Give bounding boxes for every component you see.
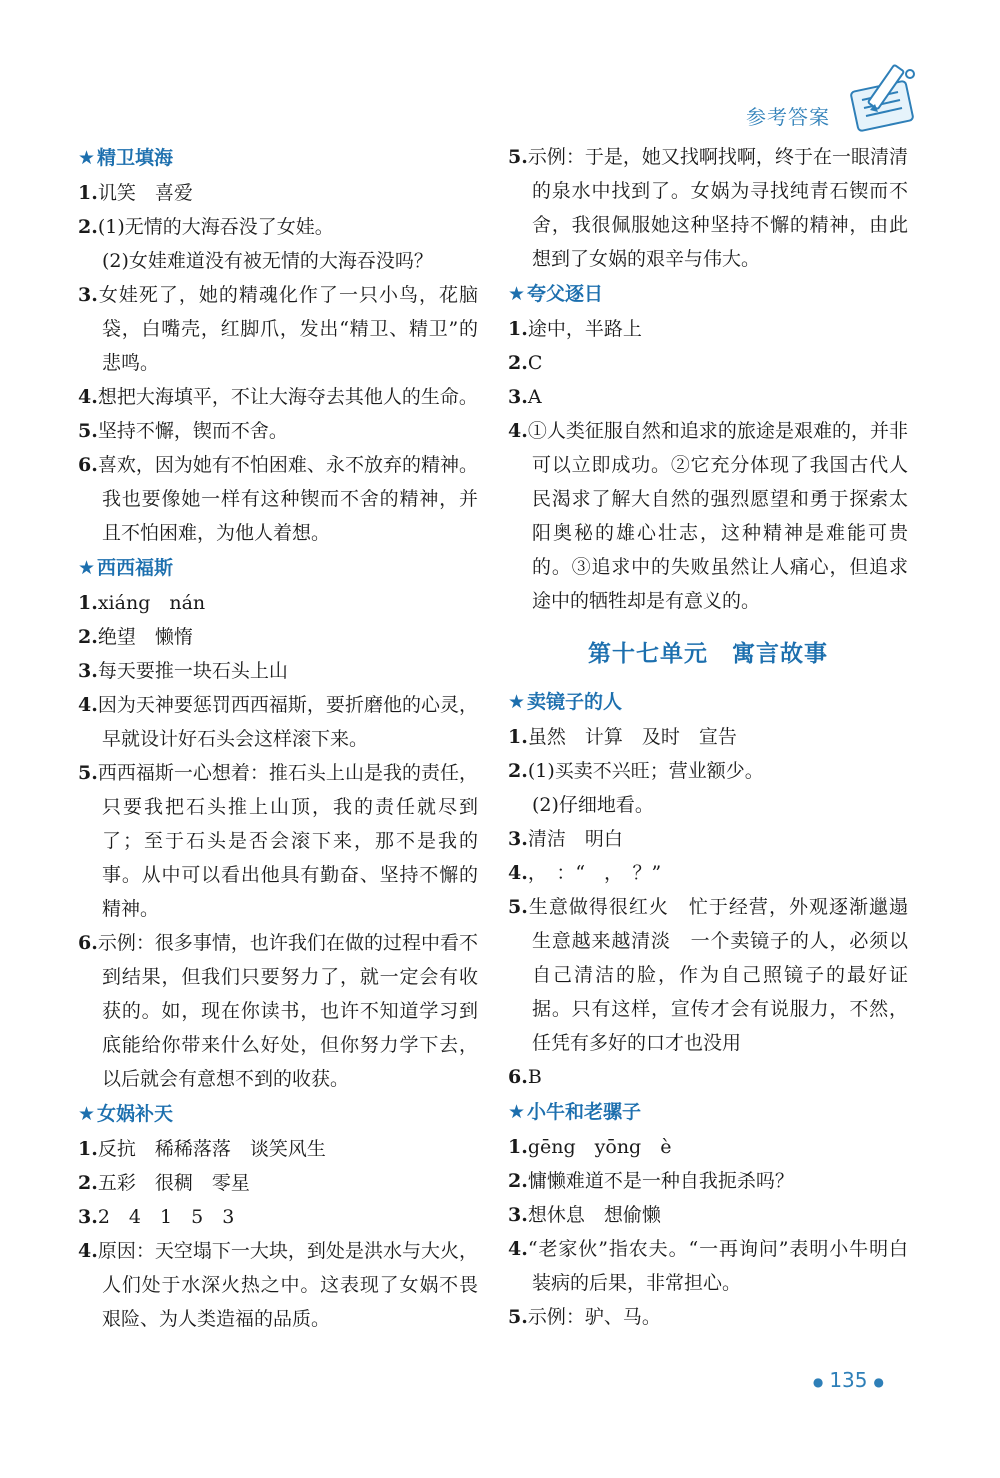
section-title: ★ 卖镜子的人 <box>508 691 623 713</box>
answer-item: 1.反抗 稀稀落落 谈笑风生 <box>78 1138 326 1160</box>
answer-item: 5.示例：于是，她又找啊找啊，终于在一眼清清的泉水中找到了。女娲为寻找纯青石锲而不舍，我很佩服她这种坚持不懈的精神，由此想到了女娲的艰辛与伟大。 <box>508 146 908 270</box>
header-title: 参考答案 <box>746 104 830 129</box>
answer-item: 5.生意做得很红火 忙于经营，外观逐渐邋遢 生意越来越清淡 一个卖镜子的人，必须以自己清洁的脸，作为自己照镜子的最好证据。只有这样，宣传才会有说服力，不然，任凭有多好的口才也没用 <box>508 896 928 1054</box>
answer-item: 5.坚持不懈，锲而不舍。 <box>78 420 288 442</box>
answer-item: 1.途中，半路上 <box>508 318 642 340</box>
answer-item: 2.五彩 很稠 零星 <box>78 1172 250 1194</box>
answer-item: 3.女娃死了，她的精魂化作了一只小鸟，花脑袋，白嘴壳，红脚爪，发出“精卫、精卫”的悲鸣。 <box>78 284 478 374</box>
star-icon: ★ <box>508 1101 526 1123</box>
answer-item: 4.原因：天空塌下一大块，到处是洪水与大火，人们处于水深火热之中。这表现了女娲不畏艰险、为人类造福的品质。 <box>78 1240 478 1330</box>
right-column <box>508 140 928 1334</box>
answer-item: 4.， ：“ ， ？” <box>508 862 662 884</box>
answer-item: 6.示例：很多事情，也许我们在做的过程中看不到结果，但我们只要努力了，就一定会有收获的。如，现在你读书，也许不知道学习到底能给你带来什么好处，但你努力学下去，以后就会有意想不到的收获。 <box>78 932 478 1090</box>
answer-item: 2.(1)买卖不兴旺；营业额少。 <box>508 760 764 782</box>
answer-item: 6.喜欢，因为她有不怕困难、永不放弃的精神。我也要像她一样有这种锲而不舍的精神，并且不怕困难，为他人着想。 <box>78 454 478 544</box>
star-icon: ★ <box>508 283 526 305</box>
answer-item: 4.①人类征服自然和追求的旅途是艰难的，并非可以立即成功。②它充分体现了我国古代人民渴求了解大自然的强烈愿望和勇于探索太阳奥秘的雄心壮志，这种精神是难能可贵的。③追求中的失败虽然让人痛心，但追求途中的牺牲却是有意义的。 <box>508 420 908 612</box>
dot-icon: ● <box>873 1374 884 1389</box>
answer-item: 6.B <box>508 1066 542 1088</box>
section-title: ★ 西西福斯 <box>78 557 174 579</box>
left-column <box>78 140 478 1336</box>
answer-item: 4.因为天神要惩罚西西福斯，要折磨他的心灵，早就设计好石头会这样滚下来。 <box>78 694 478 750</box>
answer-subitem: (2)仔细地看。 <box>532 794 654 816</box>
star-icon: ★ <box>78 147 96 169</box>
answer-item: 2.(1)无情的大海吞没了女娃。 <box>78 216 334 238</box>
answer-item: 3.2 4 1 5 3 <box>78 1206 235 1228</box>
star-icon: ★ <box>78 557 96 579</box>
answer-item: 2.慵懒难道不是一种自我扼杀吗？ <box>508 1170 794 1192</box>
answer-item: 3.每天要推一块石头上山 <box>78 660 288 682</box>
answer-item: 1.gēng yōng è <box>508 1136 672 1158</box>
answer-item: 2.C <box>508 352 543 374</box>
section-title: ★ 小牛和老骡子 <box>508 1101 642 1123</box>
answer-subitem: (2)女娃难道没有被无情的大海吞没吗？ <box>102 250 433 272</box>
page-number: ● 135 ● <box>812 1368 884 1392</box>
pencil-notepad-icon <box>840 60 930 140</box>
section-title: ★ 夸父逐日 <box>508 283 604 305</box>
answer-item: 1.虽然 计算 及时 宣告 <box>508 726 737 748</box>
answer-item: 3.清洁 明白 <box>508 828 623 850</box>
answer-item: 1.讥笑 喜爱 <box>78 182 193 204</box>
answer-item: 5.示例：驴、马。 <box>508 1306 661 1328</box>
answer-item: 2.绝望 懒惰 <box>78 626 193 648</box>
dot-icon: ● <box>812 1374 824 1389</box>
star-icon: ★ <box>78 1103 96 1125</box>
section-title: ★ 女娲补天 <box>78 1103 174 1125</box>
answer-item: 3.A <box>508 386 542 408</box>
star-icon: ★ <box>508 691 526 713</box>
answer-item: 3.想休息 想偷懒 <box>508 1204 661 1226</box>
section-title: ★ 精卫填海 <box>78 147 174 169</box>
answer-item: 1.xiáng nán <box>78 592 206 614</box>
answer-item: 5.西西福斯一心想着：推石头上山是我的责任，只要我把石头推上山顶，我的责任就尽到了；至于石头是否会滚下来，那不是我的事。从中可以看出他具有勤奋、坚持不懈的精神。 <box>78 762 478 920</box>
unit-title: 第十七单元 寓言故事 <box>588 641 828 667</box>
answer-item: 4.想把大海填平，不让大海夺去其他人的生命。 <box>78 386 478 408</box>
page-header <box>746 60 930 140</box>
answer-item: 4.“老家伙”指农夫。“一再询问”表明小牛明白装病的后果，非常担心。 <box>508 1238 908 1294</box>
